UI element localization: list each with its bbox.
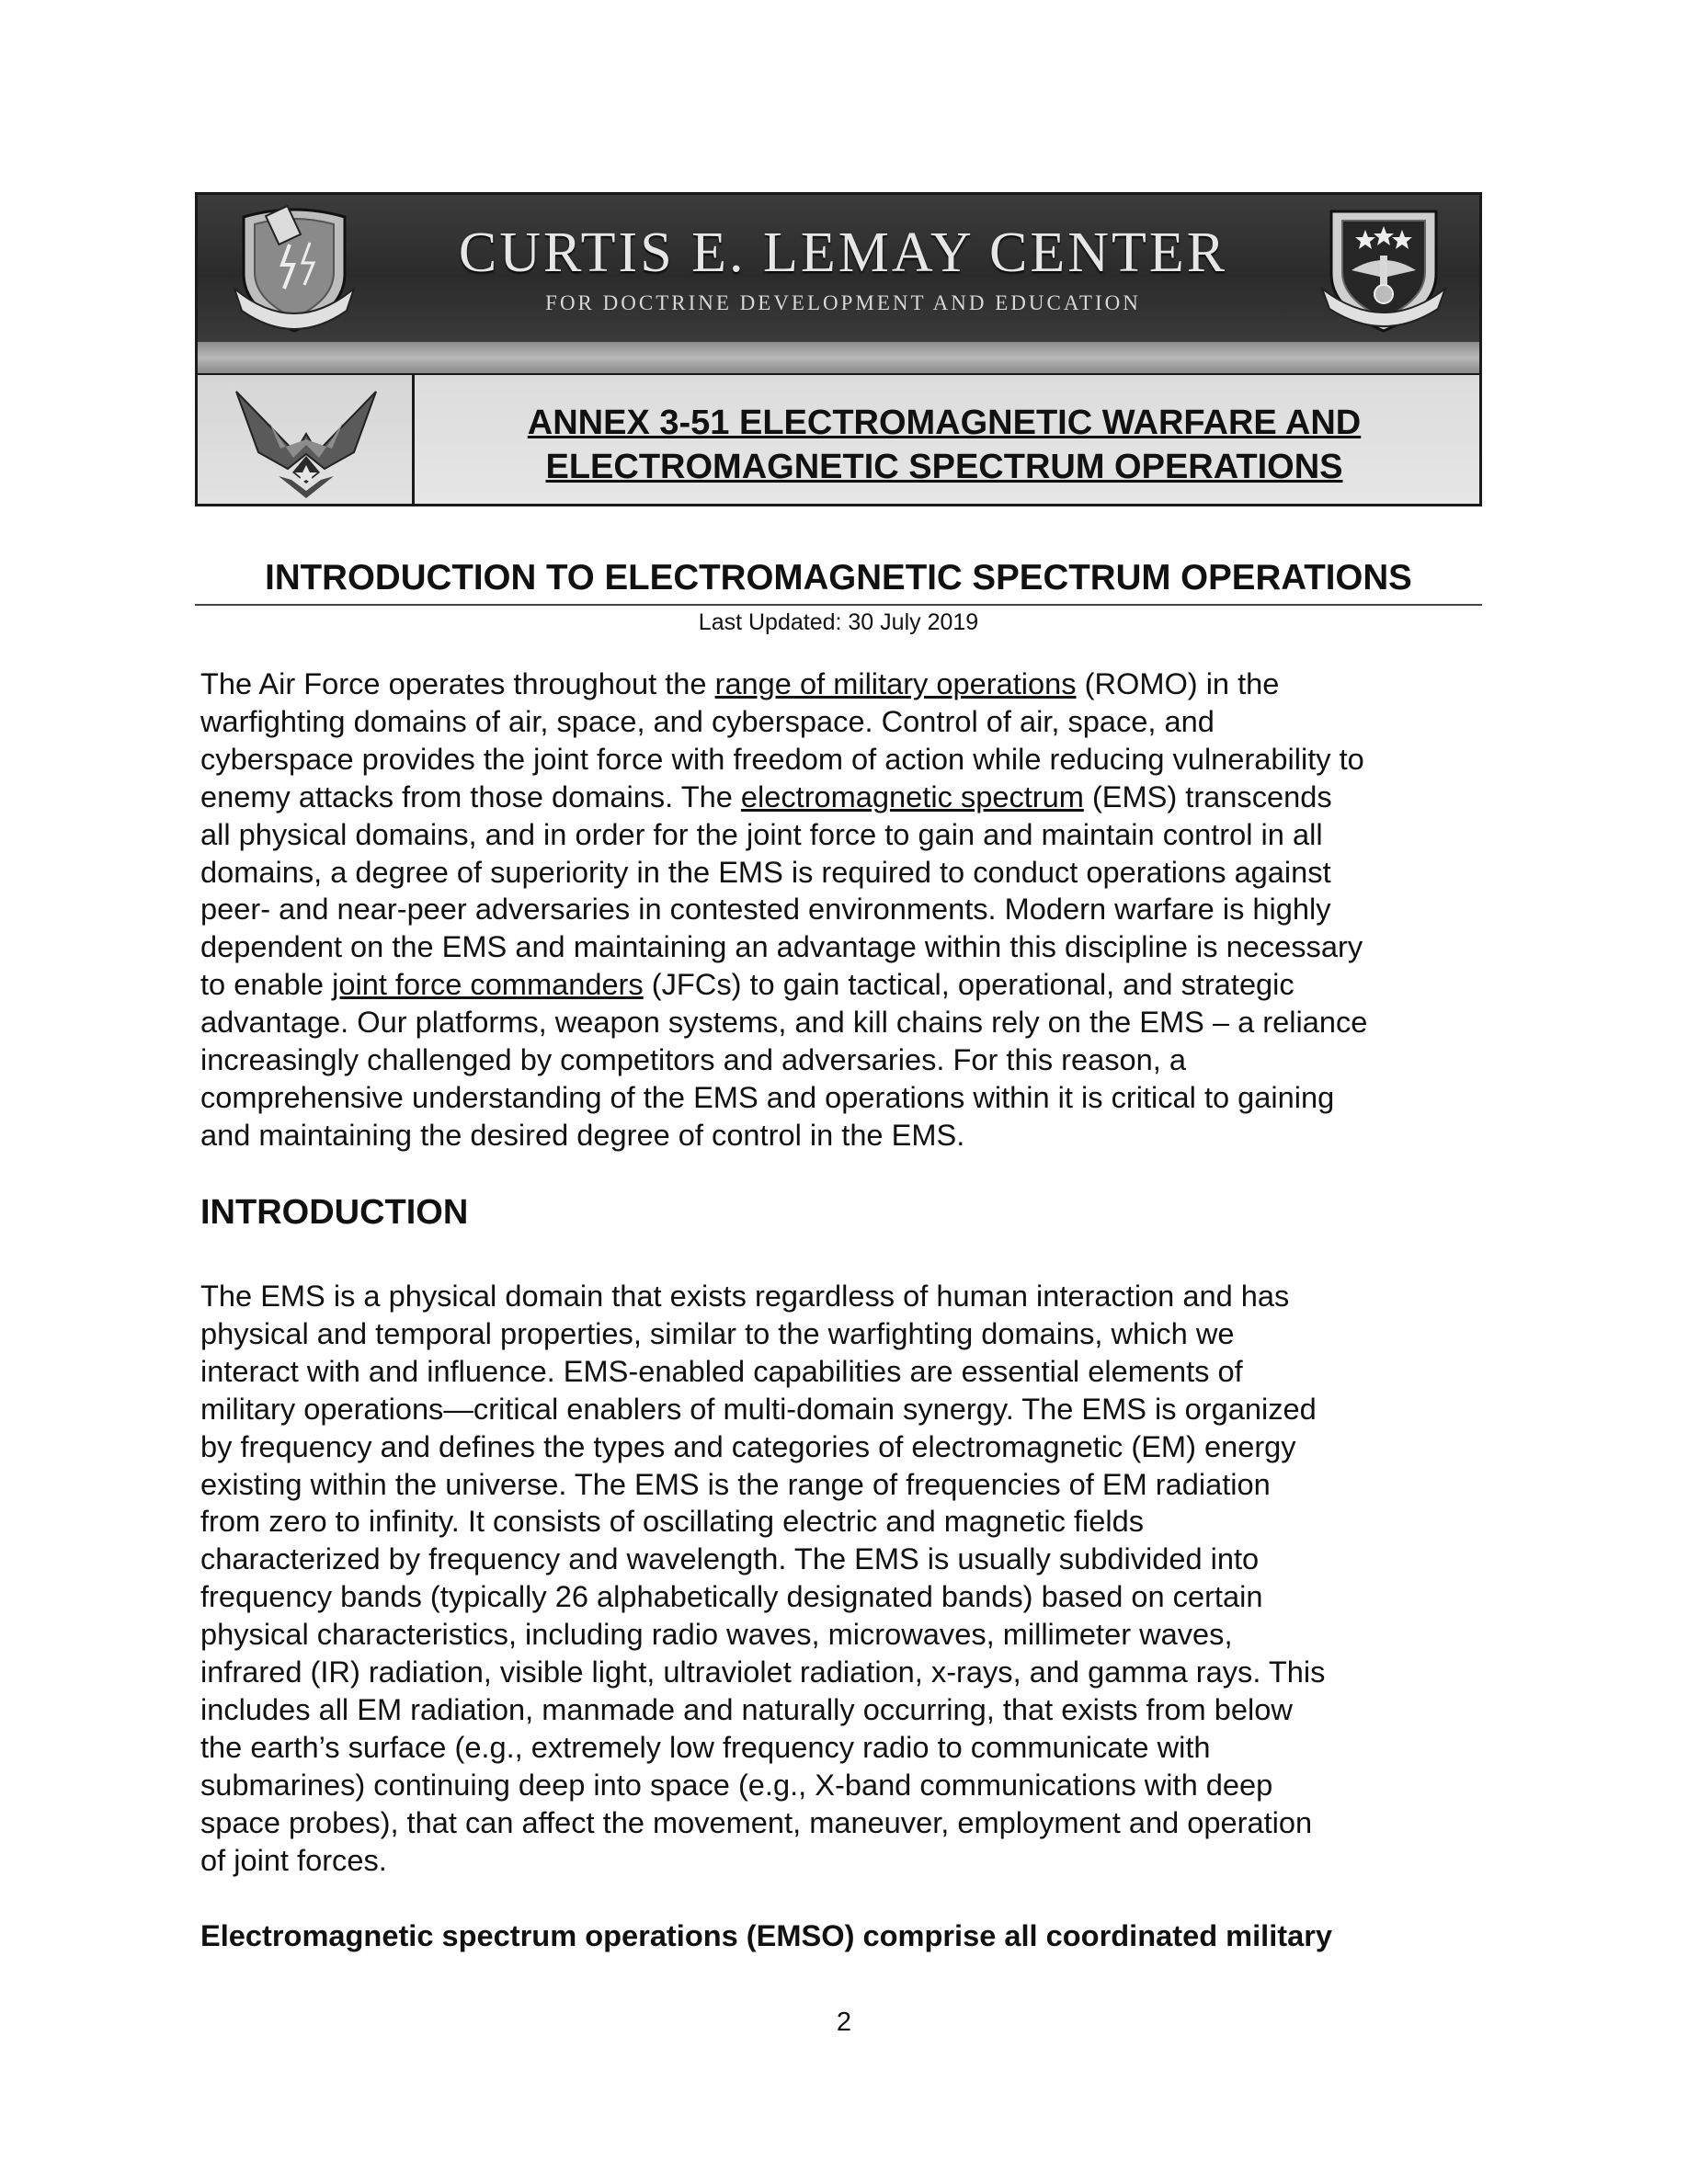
joint-force-commanders-link[interactable]: joint force commanders [332,967,644,1002]
electromagnetic-spectrum-link[interactable]: electromagnetic spectrum [740,779,1084,813]
paragraph-line: infrared (IR) radiation, visible light, ultraviolet radiation, x-rays, and gamma rays. This [200,1655,1326,1689]
text-run: to enable [200,967,333,1002]
air-university-shield-icon [225,200,363,336]
last-updated: Last Updated: 30 July 2019 [698,609,979,635]
text-run: (JFCs) to gain tactical, operational, and strategic [643,967,1295,1002]
paragraph-line: from zero to infinity. It consists of oscillating electric and magnetic fields [200,1504,1145,1539]
paragraph-line: physical and temporal properties, similar to the warfighting domains, which we [200,1315,1235,1350]
lemay-center-shield-icon [1315,199,1453,336]
emso-bold-statement: Electromagnetic spectrum operations (EMSO) comprise all coordinated military [200,1918,1333,1952]
paragraph-line: frequency bands (typically 26 alphabetically designated bands) based on certain [200,1579,1263,1614]
paragraph-line: comprehensive understanding of the EMS and operations within it is critical to gaining [200,1079,1335,1114]
paragraph-line: and maintaining the desired degree of control in the EMS. [200,1117,965,1152]
paragraph-line: The EMS is a physical domain that exists regardless of human interaction and has [200,1279,1290,1313]
paragraph-line [200,966,1488,1004]
section-heading: INTRODUCTION [200,1193,469,1232]
text-run: enemy attacks from those domains. The [200,779,741,813]
title-rule [195,604,1482,606]
paragraph-line: domains, a degree of superiority in the EMS is required to conduct operations against [200,854,1331,889]
paragraph-line: of joint forces. [200,1842,387,1877]
annex-title [418,401,1470,489]
banner-top [198,195,1479,342]
paragraph-line [200,665,1488,703]
air-force-symbol-icon [233,384,380,502]
annex-title-line-2: ELECTROMAGNETIC SPECTRUM OPERATIONS [545,448,1343,486]
range-of-military-operations-link[interactable]: range of military operations [714,666,1077,700]
header-banner [195,192,1482,506]
paragraph-line: interact with and influence. EMS-enabled capabilities are essential elements of [200,1353,1243,1388]
paragraph-line: all physical domains, and in order for the joint force to gain and maintain control in all [200,816,1323,851]
intro-paragraph [200,665,1488,1155]
paragraph-line: warfighting domains of air, space, and cyberspace. Control of air, space, and [200,703,1215,738]
paragraph-line: military operations—critical enablers of multi-domain synergy. The EMS is organized [200,1391,1317,1426]
paragraph-line [200,779,1488,816]
paragraph-line: dependent on the EMS and maintaining an advantage within this discipline is necessary [200,929,1363,964]
text-run: (EMS) transcends [1083,779,1332,813]
paragraph-line: submarines) continuing deep into space (e.g., X-band communications with deep [200,1767,1273,1802]
paragraph-line: peer- and near-peer adversaries in contested environments. Modern warfare is highly [200,892,1331,927]
center-name: CURTIS E. LEMAY CENTER [458,222,1228,284]
paragraph-line: includes all EM radiation, manmade and naturally occurring, that exists from below [200,1691,1293,1726]
annex-title-line-1: ANNEX 3-51 ELECTROMAGNETIC WARFARE AND [527,404,1362,442]
text-run: (ROMO) in the [1076,666,1280,700]
document-title: INTRODUCTION TO ELECTROMAGNETIC SPECTRUM OPERATIONS [265,558,1412,597]
paragraph-line: advantage. Our platforms, weapon systems, and kill chains rely on the EMS – a reliance [200,1005,1368,1040]
page-number: 2 [836,2008,852,2037]
paragraph-line: cyberspace provides the joint force with freedom of action while reducing vulnerability to [200,741,1364,776]
paragraph-line: existing within the universe. The EMS is the range of frequencies of EM radiation [200,1466,1271,1501]
paragraph-line: increasingly challenged by competitors and adversaries. For this reason, a [200,1042,1187,1077]
paragraph-line: by frequency and defines the types and categories of electromagnetic (EM) energy [200,1428,1296,1463]
ems-paragraph [200,1278,1488,1880]
paragraph-line: space probes), that can affect the movement, maneuver, employment and operation [200,1804,1313,1839]
paragraph-line: physical characteristics, including radio waves, microwaves, millimeter waves, [200,1617,1233,1652]
text-run: The Air Force operates throughout the [200,666,715,700]
center-subtitle: FOR DOCTRINE DEVELOPMENT AND EDUCATION [545,291,1141,314]
symbol-cell [198,375,415,504]
paragraph-line: characterized by frequency and wavelength. The EMS is usually subdivided into [200,1541,1260,1576]
paragraph-line: the earth’s surface (e.g., extremely low frequency radio to communicate with [200,1729,1211,1764]
banner-divider-strip [198,342,1479,375]
